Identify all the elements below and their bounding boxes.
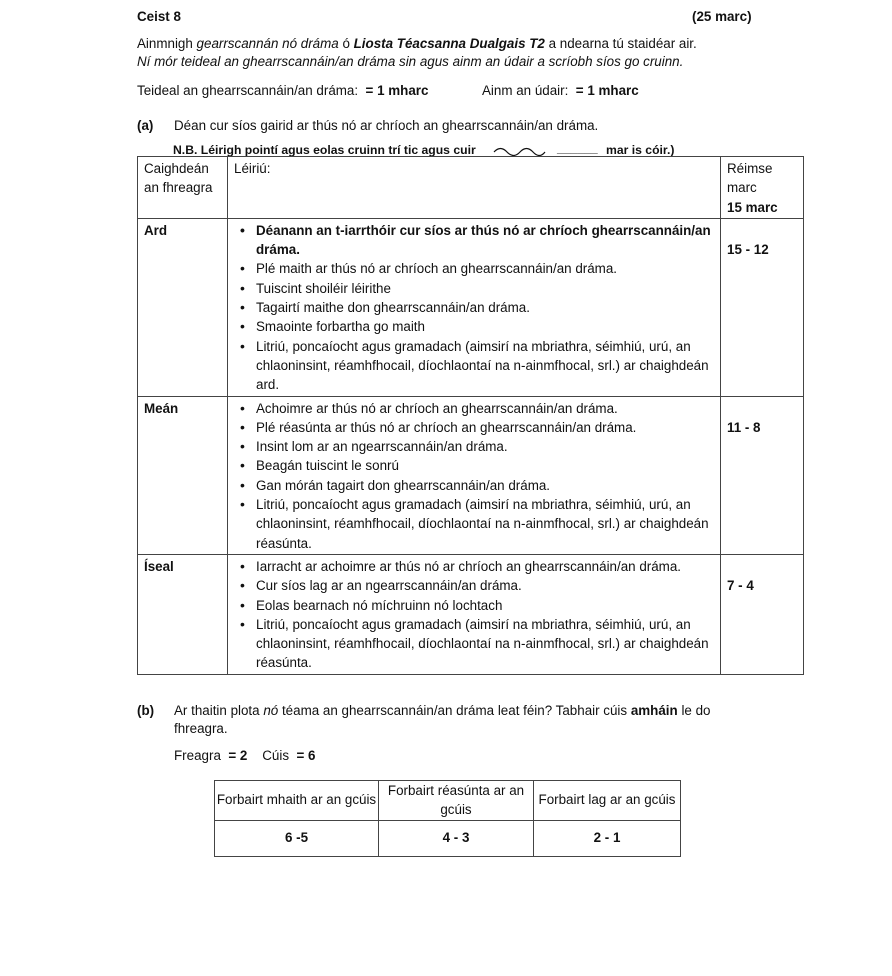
rubric-header: Forbairt mhaith ar an gcúis bbox=[215, 781, 379, 821]
criteria-list bbox=[234, 557, 714, 673]
title-marks-line bbox=[137, 83, 428, 98]
part-b-text-seg: téama an ghearrscannáin/an dráma leat féin? Tabhair cúis bbox=[278, 703, 631, 718]
reason-marks: = 6 bbox=[296, 748, 316, 763]
question-marks: (25 marc) bbox=[692, 9, 752, 24]
part-a-note: N.B. Léirigh pointí agus eolas cruinn trí tic agus cuir bbox=[173, 143, 476, 157]
level-label: Ard bbox=[138, 218, 228, 396]
reason-label: Cúis bbox=[262, 748, 290, 763]
intro-text: Ainmnigh bbox=[137, 36, 197, 51]
intro-text: a ndearna tú staidéar air. bbox=[544, 36, 697, 51]
list-item: • Plé maith ar thús nó ar chríoch an ghearrscannáin/an dráma. bbox=[234, 259, 714, 278]
part-b-text-2: fhreagra. bbox=[174, 721, 228, 736]
list-item: • Iarracht ar achoimre ar thús nó ar chríoch an ghearrscannáin/an dráma. bbox=[234, 557, 714, 576]
intro-italic: gearrscannán nó dráma bbox=[196, 36, 339, 51]
intro-line-2: Ní mór teideal an ghearrscannáin/an dráma sin agus ainm an údair a scríobh síos go cruinn. bbox=[137, 54, 684, 69]
part-a-text: Déan cur síos gairid ar thús nó ar chríoch an ghearrscannáin/an dráma. bbox=[174, 118, 599, 133]
part-a-note-end: mar is cóir.) bbox=[606, 143, 675, 157]
mark-range: 15 - 12 bbox=[727, 241, 769, 257]
author-marks: = 1 mharc bbox=[575, 83, 639, 98]
title-label: Teideal an ghearrscannáin/an dráma: bbox=[137, 83, 359, 98]
range-cell bbox=[721, 396, 804, 554]
answer-marks-line bbox=[174, 748, 315, 763]
rubric-value: 4 - 3 bbox=[379, 821, 534, 857]
rubric-value: 6 -5 bbox=[215, 821, 379, 857]
level-label: Meán bbox=[138, 396, 228, 554]
header-indicates: Léiriú: bbox=[228, 157, 721, 219]
mark-range: 7 - 4 bbox=[727, 577, 754, 593]
header-total-marks: 15 marc bbox=[727, 199, 778, 215]
author-marks-line bbox=[482, 83, 639, 98]
list-item: • Gan mórán tagairt don ghearrscannáin/an dráma. bbox=[234, 476, 714, 495]
author-label: Ainm an údair: bbox=[482, 83, 569, 98]
part-b-text bbox=[174, 703, 710, 718]
criteria-cell bbox=[228, 554, 721, 674]
text-list-name: Liosta Téacsanna Dualgais T2 bbox=[353, 36, 545, 51]
part-b-italic: nó bbox=[263, 703, 279, 718]
rubric-header: Forbairt lag ar an gcúis bbox=[534, 781, 681, 821]
header-standard: Caighdeán an fhreagra bbox=[138, 157, 228, 219]
intro-text: ó bbox=[338, 36, 354, 51]
table-header-row bbox=[138, 157, 804, 219]
intro-line-1 bbox=[137, 36, 697, 51]
list-item: • Insint lom ar an ngearrscannáin/an dráma. bbox=[234, 437, 714, 456]
part-b-text-seg: le do bbox=[677, 703, 711, 718]
list-item: • Déanann an t-iarrthóir cur síos ar thús nó ar chríoch ghearrscannáin/an dráma. bbox=[234, 221, 714, 260]
list-item: • Beagán tuiscint le sonrú bbox=[234, 456, 714, 475]
criteria-cell bbox=[228, 218, 721, 396]
range-cell bbox=[721, 554, 804, 674]
part-b-text-seg: Ar thaitin plota bbox=[174, 703, 264, 718]
part-b-bold: amháin bbox=[630, 703, 678, 718]
marking-scheme-table bbox=[137, 156, 804, 675]
header-range bbox=[721, 157, 804, 219]
list-item: • Litriú, poncaíocht agus gramadach (aimsirí na mbriathra, séimhiú, urú, an chlaoninsint, réamhfhocail, díochlaontaí na n-ainmfhocal, srl.) ar chaighdeán réasúnta. bbox=[234, 615, 714, 673]
table-row-iseal bbox=[138, 554, 804, 674]
range-cell bbox=[721, 218, 804, 396]
list-item: • Smaointe forbartha go maith bbox=[234, 317, 714, 336]
list-item: • Tagairtí maithe don ghearrscannáin/an dráma. bbox=[234, 298, 714, 317]
criteria-cell bbox=[228, 396, 721, 554]
list-item: • Tuiscint shoiléir léirithe bbox=[234, 279, 714, 298]
list-item: • Cur síos lag ar an ngearrscannáin/an dráma. bbox=[234, 576, 714, 595]
rubric-header-row bbox=[215, 781, 681, 821]
answer-marks: = 2 bbox=[228, 748, 248, 763]
question-title: Ceist 8 bbox=[137, 9, 181, 24]
reason-rubric-table bbox=[214, 780, 681, 857]
answer-label: Freagra bbox=[174, 748, 221, 763]
criteria-list bbox=[234, 221, 714, 395]
header-range-label: Réimse marc bbox=[727, 161, 773, 196]
level-label: Íseal bbox=[138, 554, 228, 674]
rubric-value-row bbox=[215, 821, 681, 857]
list-item: • Achoimre ar thús nó ar chríoch an ghearrscannáin/an dráma. bbox=[234, 399, 714, 418]
part-a-label: (a) bbox=[137, 118, 154, 133]
underline-mark: ______ bbox=[557, 141, 598, 155]
list-item: • Litriú, poncaíocht agus gramadach (aimsirí na mbriathra, séimhiú, urú, an chlaoninsint, réamhfhocail, díochlaontaí na n-ainmfhocal, srl.) ar chaighdeán réasúnta. bbox=[234, 495, 714, 553]
list-item: • Plé réasúnta ar thús nó ar chríoch an ghearrscannáin/an dráma. bbox=[234, 418, 714, 437]
wavy-line-icon bbox=[492, 144, 546, 156]
table-row-ard bbox=[138, 218, 804, 396]
rubric-value: 2 - 1 bbox=[534, 821, 681, 857]
rubric-header: Forbairt réasúnta ar an gcúis bbox=[379, 781, 534, 821]
part-b-label: (b) bbox=[137, 703, 155, 718]
criteria-list bbox=[234, 399, 714, 553]
table-row-mean bbox=[138, 396, 804, 554]
list-item: • Eolas bearnach nó míchruinn nó lochtach bbox=[234, 596, 714, 615]
mark-range: 11 - 8 bbox=[727, 419, 761, 435]
title-marks: = 1 mharc bbox=[365, 83, 429, 98]
list-item: • Litriú, poncaíocht agus gramadach (aimsirí na mbriathra, séimhiú, urú, an chlaoninsint, réamhfhocail, díochlaontaí na n-ainmfhocal, srl.) ar chaighdeán ard. bbox=[234, 337, 714, 395]
